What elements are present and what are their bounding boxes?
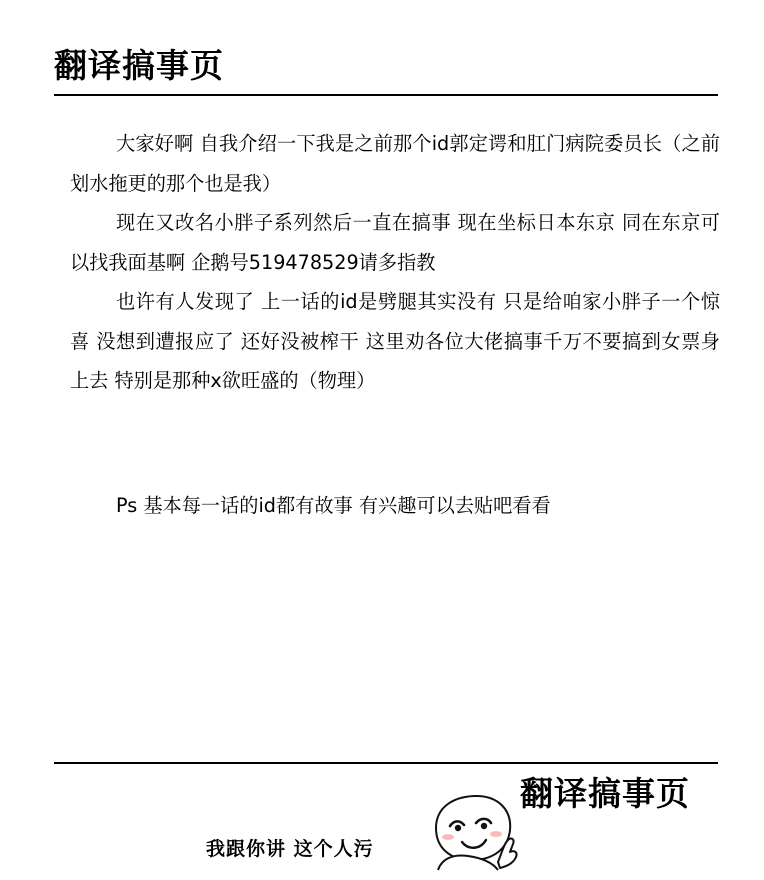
- page-title: 翻译搞事页: [54, 46, 224, 85]
- bottom-divider: [54, 762, 718, 764]
- paragraph-intro: 大家好啊 自我介绍一下我是之前那个id郭定谔和肛门病院委员长（之前划水拖更的那个也是我）: [70, 132, 720, 195]
- paragraph-location: 现在又改名小胖子系列然后一直在搞事 现在坐标日本东京 同在东京可以找我面基啊 企鹅号519478529请多指教: [70, 211, 720, 274]
- footer-caption: 我跟你讲 这个人污: [206, 838, 374, 860]
- paragraph-story: 也许有人发现了 上一话的id是劈腿其实没有 只是给咱家小胖子一个惊喜 没想到遭报应了 还好没被榨干 这里劝各位大佬搞事千万不要搞到女票身上去 特别是那种x欲旺盛的（物理）: [70, 290, 720, 392]
- ps-note: Ps 基本每一话的id都有故事 有兴趣可以去贴吧看看: [116, 494, 551, 517]
- body-text: [70, 124, 720, 401]
- smirking-face-meme-icon: [428, 790, 520, 872]
- footer-title: 翻译搞事页: [520, 774, 690, 813]
- top-divider: [54, 94, 718, 96]
